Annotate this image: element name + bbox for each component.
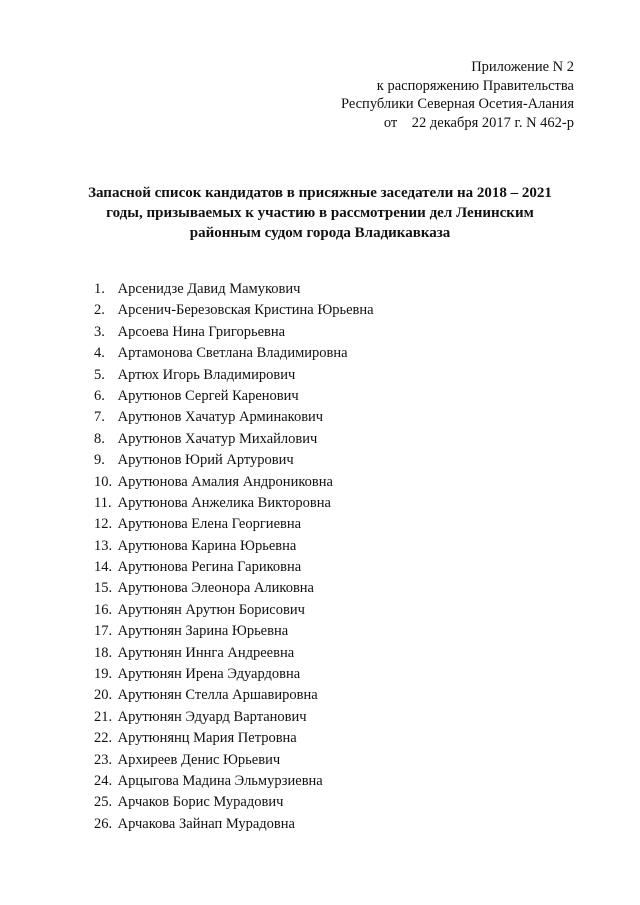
candidate-item [94,707,374,728]
candidate-number: 22. [94,730,113,747]
candidate-name: Арчаков Борис Мурадович [117,794,284,811]
candidate-name: Арсенидзе Давид Мамукович [117,281,301,297]
candidate-item [94,322,374,343]
candidate-item [94,300,374,321]
candidate-name: Артюх Игорь Владимирович [117,366,296,383]
candidate-item [94,450,374,471]
title-line: районным судом города Владикавказа [189,225,451,241]
candidate-number: 16. [94,601,113,618]
candidate-name: Арутюнов Хачатур Михайлович [117,430,318,447]
appendix-header [254,58,574,132]
candidate-number: 20. [94,687,113,704]
candidate-name: Арчакова Зайнап Мурадовна [117,815,295,832]
candidate-number: 10. [94,473,113,490]
candidate-name: Арутюнянц Мария Петровна [117,730,297,747]
candidate-list [94,279,374,835]
candidate-number: 4. [94,345,105,362]
candidate-number: 2. [94,302,105,319]
candidate-name: Арутюнова Регина Гариковна [117,559,302,576]
document-title [80,183,560,243]
candidate-name: Архиреев Денис Юрьевич [117,751,281,768]
candidate-number: 17. [94,623,113,640]
candidate-item [94,578,374,599]
candidate-name: Арутюнов Сергей Каренович [117,387,299,404]
candidate-name: Арутюнян Иннга Андреевна [117,644,295,661]
candidate-item [94,343,374,364]
appendix-line: к распоряжению Правительства [376,77,574,94]
candidate-item [94,600,374,621]
candidate-name: Арутюнов Хачатур Арминакович [117,409,324,426]
appendix-line: Республики Северная Осетия-Алания [340,96,574,112]
candidate-name: Арутюнян Ирена Эдуардовна [117,666,301,683]
candidate-name: Арутюнова Анжелика Викторовна [117,494,331,511]
candidate-number: 5. [94,366,105,383]
candidate-name: Арсоева Нина Григорьевна [117,323,286,340]
candidate-name: Арцыгова Мадина Эльмурзиевна [117,772,323,789]
candidate-number: 23. [94,751,113,768]
candidate-number: 15. [94,580,113,597]
candidate-item [94,279,374,300]
candidate-item [94,728,374,749]
candidate-item [94,664,374,685]
candidate-name: Артамонова Светлана Владимировна [117,345,348,362]
candidate-number: 1. [94,281,105,297]
candidate-name: Арутюнова Элеонора Аликовна [117,580,314,597]
candidate-number: 11. [94,494,112,511]
candidate-item [94,685,374,706]
candidate-name: Арутюнян Эдуард Вартанович [117,708,307,725]
candidate-item [94,429,374,450]
candidate-item [94,472,374,493]
candidate-item [94,814,374,835]
candidate-number: 3. [94,323,105,340]
candidate-item [94,621,374,642]
candidate-name: Арутюнова Карина Юрьевна [117,537,297,554]
candidate-number: 8. [94,430,105,447]
candidate-number: 7. [94,409,105,426]
candidate-name: Арутюнов Юрий Артурович [117,452,294,469]
candidate-name: Арутюнян Арутюн Борисович [117,601,305,618]
candidate-number: 9. [94,452,105,469]
candidate-number: 14. [94,559,113,576]
candidate-number: 6. [94,387,105,404]
candidate-item [94,771,374,792]
candidate-name: Арутюнова Амалия Андрониковна [117,473,333,490]
candidate-name: Арутюнян Зарина Юрьевна [117,623,289,640]
candidate-item [94,750,374,771]
candidate-number: 12. [94,516,113,533]
title-line: Запасной список кандидатов в присяжные заседатели на 2018 – 2021 [88,185,552,201]
candidate-name: Арутюнян Стелла Аршавировна [117,687,318,704]
candidate-item [94,643,374,664]
candidate-item [94,407,374,428]
candidate-name: Арсенич-Березовская Кристина Юрьевна [117,302,374,319]
candidate-number: 24. [94,772,113,789]
candidate-item [94,536,374,557]
candidate-number: 21. [94,708,113,725]
candidate-number: 19. [94,666,113,683]
candidate-item [94,514,374,535]
candidate-number: 26. [94,815,113,832]
candidate-number: 25. [94,794,113,811]
candidate-name: Арутюнова Елена Георгиевна [117,516,302,533]
title-line: годы, призываемых к участию в рассмотрении дел Ленинским [106,205,534,221]
candidate-item [94,365,374,386]
candidate-item [94,386,374,407]
candidate-number: 13. [94,537,113,554]
candidate-number: 18. [94,644,113,661]
candidate-item [94,792,374,813]
appendix-line: от 22 декабря 2017 г. N 462-р [383,114,574,131]
appendix-line: Приложение N 2 [471,59,574,75]
candidate-item [94,557,374,578]
candidate-item [94,493,374,514]
